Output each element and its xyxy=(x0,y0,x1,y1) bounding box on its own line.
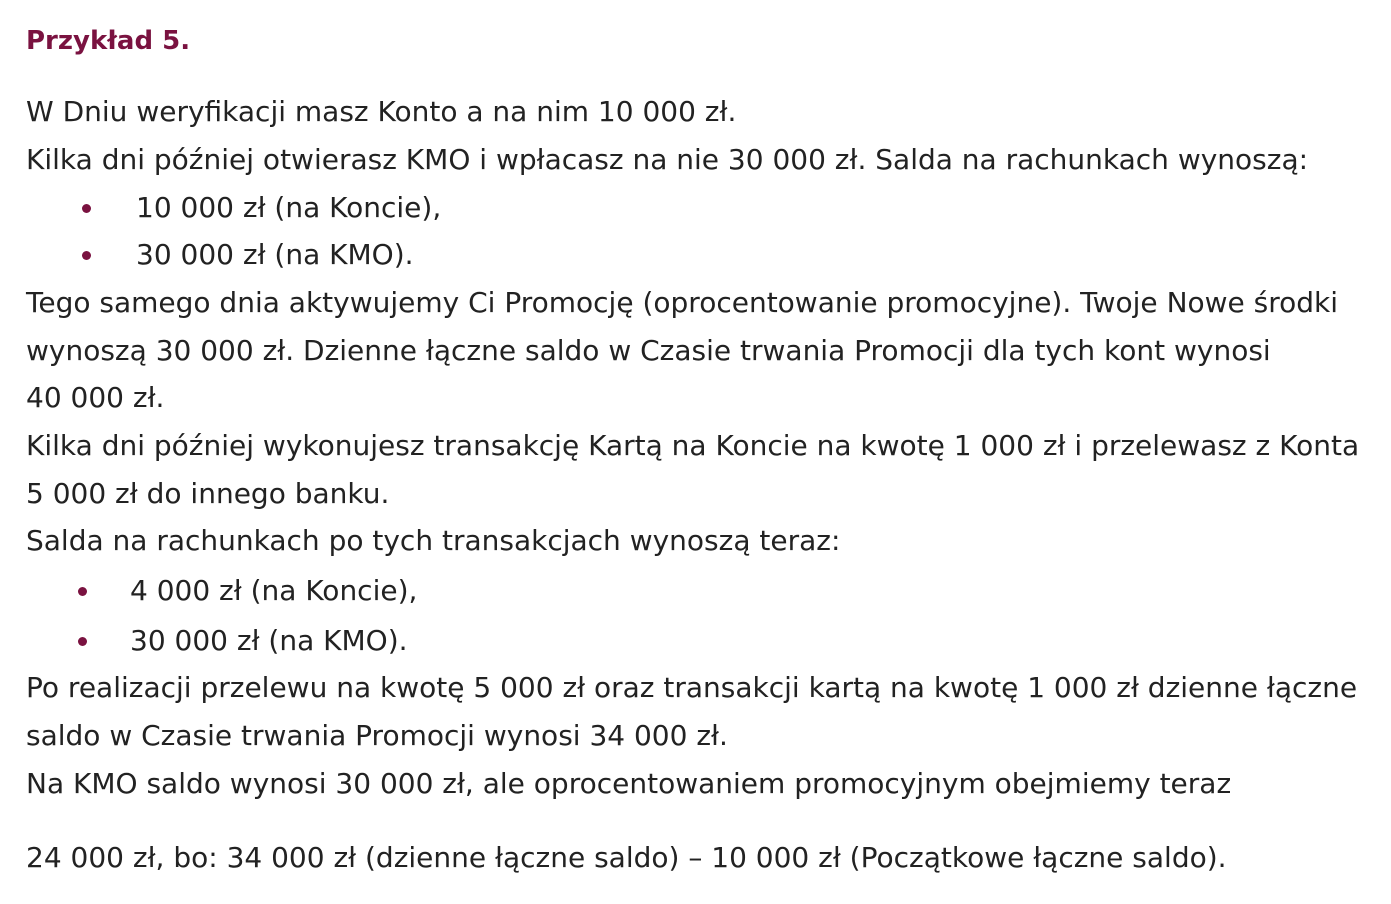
paragraph-transactions-line-1: Kilka dni później wykonujesz transakcję Kartą na Koncie na kwotę 1 000 zł i przelewasz z Konta xyxy=(26,429,1360,462)
paragraph-realization-line-2: saldo w Czasie trwania Promocji wynosi 34 000 zł. xyxy=(26,719,728,752)
list-item-text: 30 000 zł (na KMO). xyxy=(130,624,408,657)
paragraph-realization-line-1: Po realizacji przelewu na kwotę 5 000 zł oraz transakcji kartą na kwotę 1 000 zł dzienne łączne xyxy=(26,671,1358,704)
paragraph-promotion-line-2: wynoszą 30 000 zł. Dzienne łączne saldo w Czasie trwania Promocji dla tych kont wynosi xyxy=(26,334,1271,367)
example-heading: Przykład 5. xyxy=(26,26,191,56)
paragraph-calculation: 24 000 zł, bo: 34 000 zł (dzienne łączne saldo) – 10 000 zł (Początkowe łączne saldo). xyxy=(26,841,1227,874)
bullet-icon xyxy=(78,587,87,596)
list-item-text: 4 000 zł (na Koncie), xyxy=(130,574,418,607)
bullet-icon xyxy=(82,251,91,260)
paragraph-open-kmo: Kilka dni później otwierasz KMO i wpłacasz na nie 30 000 zł. Salda na rachunkach wynoszą: xyxy=(26,143,1309,176)
paragraph-promotion-line-1: Tego samego dnia aktywujemy Ci Promocję (oprocentowanie promocyjne). Twoje Nowe środki xyxy=(26,286,1339,319)
paragraph-balances-after: Salda na rachunkach po tych transakcjach wynoszą teraz: xyxy=(26,524,841,557)
list-item-text: 30 000 zł (na KMO). xyxy=(136,238,414,271)
bullet-icon xyxy=(82,204,91,213)
paragraph-transactions-line-2: 5 000 zł do innego banku. xyxy=(26,477,390,510)
paragraph-verification-day: W Dniu weryfikacji masz Konto a na nim 10 000 zł. xyxy=(26,95,737,128)
list-item-text: 10 000 zł (na Koncie), xyxy=(136,191,442,224)
bullet-icon xyxy=(78,637,87,646)
paragraph-kmo-balance: Na KMO saldo wynosi 30 000 zł, ale oprocentowaniem promocyjnym obejmiemy teraz xyxy=(26,767,1232,800)
paragraph-promotion-line-3: 40 000 zł. xyxy=(26,381,165,414)
